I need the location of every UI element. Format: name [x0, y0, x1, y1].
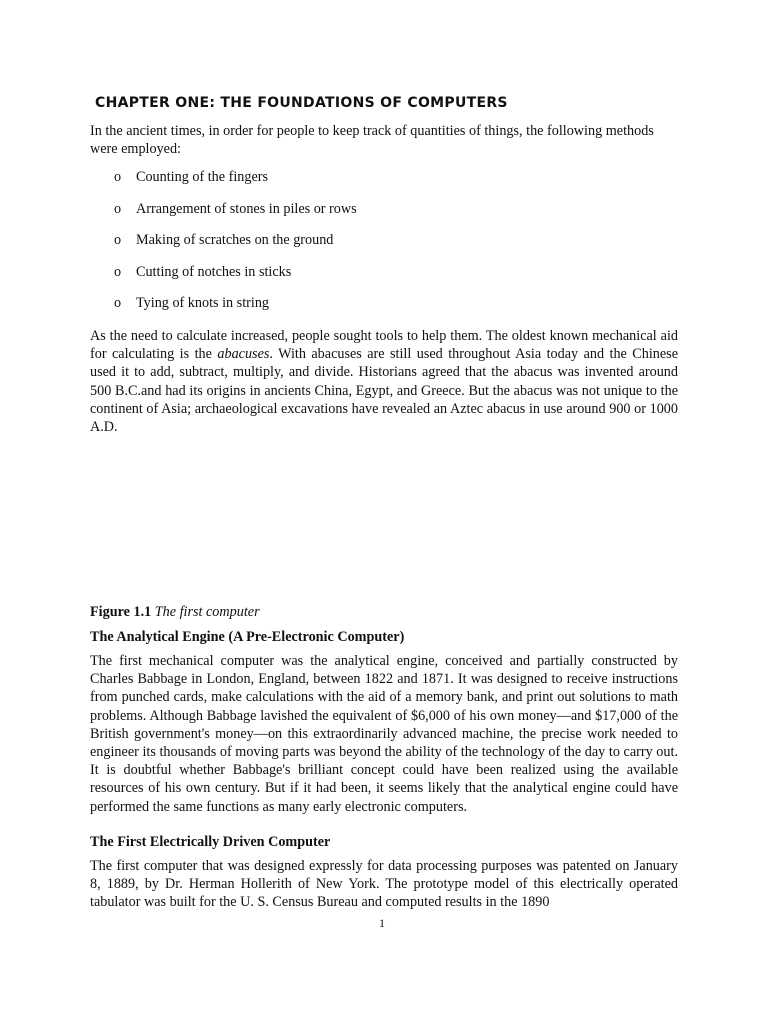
- bullet-marker: o: [114, 263, 122, 280]
- page-number: 1: [379, 916, 385, 930]
- list-item-text: Cutting of notches in sticks: [136, 263, 292, 280]
- bullet-marker: o: [114, 232, 122, 249]
- chapter-title: CHAPTER ONE: THE FOUNDATIONS OF COMPUTERS: [95, 95, 508, 111]
- list-item: [114, 294, 357, 326]
- electric-computer-paragraph: The first computer that was designed expressly for data processing purposes was patented on January 8, 1889, by Dr. Herman Hollerith of New York. The prototype model of this electrically operated tabulator was built for the U. S. Census Bureau and computed results in the 1890: [90, 858, 678, 911]
- abacus-paragraph: [90, 327, 678, 436]
- figure-number: Figure 1.1: [90, 604, 152, 620]
- analytical-engine-paragraph: The first mechanical computer was the analytical engine, conceived and partially constructed by Charles Babbage in London, England, between 1822 and 1871. It was designed to receive instructions from punched cards, make calculations with the aid of a memory bank, and print out solutions to math problems. Although Babbage lavished the equivalent of $6,000 of his own money—and $17,000 of the British government's money—on this extraordinarily advanced machine, the precise work needed to engineer its thousands of moving parts was beyond the ability of the technology of the day to carry out. It is doubtful whether Babbage's brilliant concept could have been realized using the available resources of his own century. But if it had been, it seems likely that the analytical engine could have performed the same functions as many early electronic computers.: [90, 653, 678, 815]
- list-item-text: Arrangement of stones in piles or rows: [136, 200, 357, 217]
- list-item-text: Making of scratches on the ground: [136, 232, 334, 249]
- abacus-text-after: . With abacuses are still used throughout Asia today and the Chinese used it to add, subtract, multiply, and divide. Historians agreed that the abacus was invented around 500 B.C.and had its origins in ancients China, Egypt, and Greece. But the abacus was not unique to the continent of Asia; archaeological excavations have revealed an Aztec abacus in use around 900 or 1000 A.D.: [90, 346, 678, 436]
- bullet-marker: o: [114, 200, 122, 217]
- list-item-text: Tying of knots in string: [136, 295, 270, 312]
- analytical-engine-heading: The Analytical Engine (A Pre-Electronic Computer): [90, 629, 405, 645]
- abacus-emphasis: abacuses: [217, 346, 270, 363]
- abacus-text-before: As the need to calculate increased, people sought tools to help them. The oldest known mechanical aid for calculating is the: [90, 328, 678, 363]
- figure-title: The first computer: [154, 604, 260, 620]
- list-item-text: Counting of the fingers: [136, 169, 269, 185]
- bullet-marker: o: [114, 295, 122, 312]
- electric-computer-heading: The First Electrically Driven Computer: [90, 834, 331, 850]
- methods-list: [114, 168, 357, 326]
- list-item: [114, 200, 357, 232]
- intro-paragraph: In the ancient times, in order for people to keep track of quantities of things, the following methods were employed:: [90, 123, 654, 158]
- list-item: [114, 263, 357, 295]
- list-item: [114, 231, 357, 263]
- bullet-marker: o: [114, 169, 122, 185]
- list-item: [114, 168, 357, 200]
- figure-caption: [90, 603, 260, 621]
